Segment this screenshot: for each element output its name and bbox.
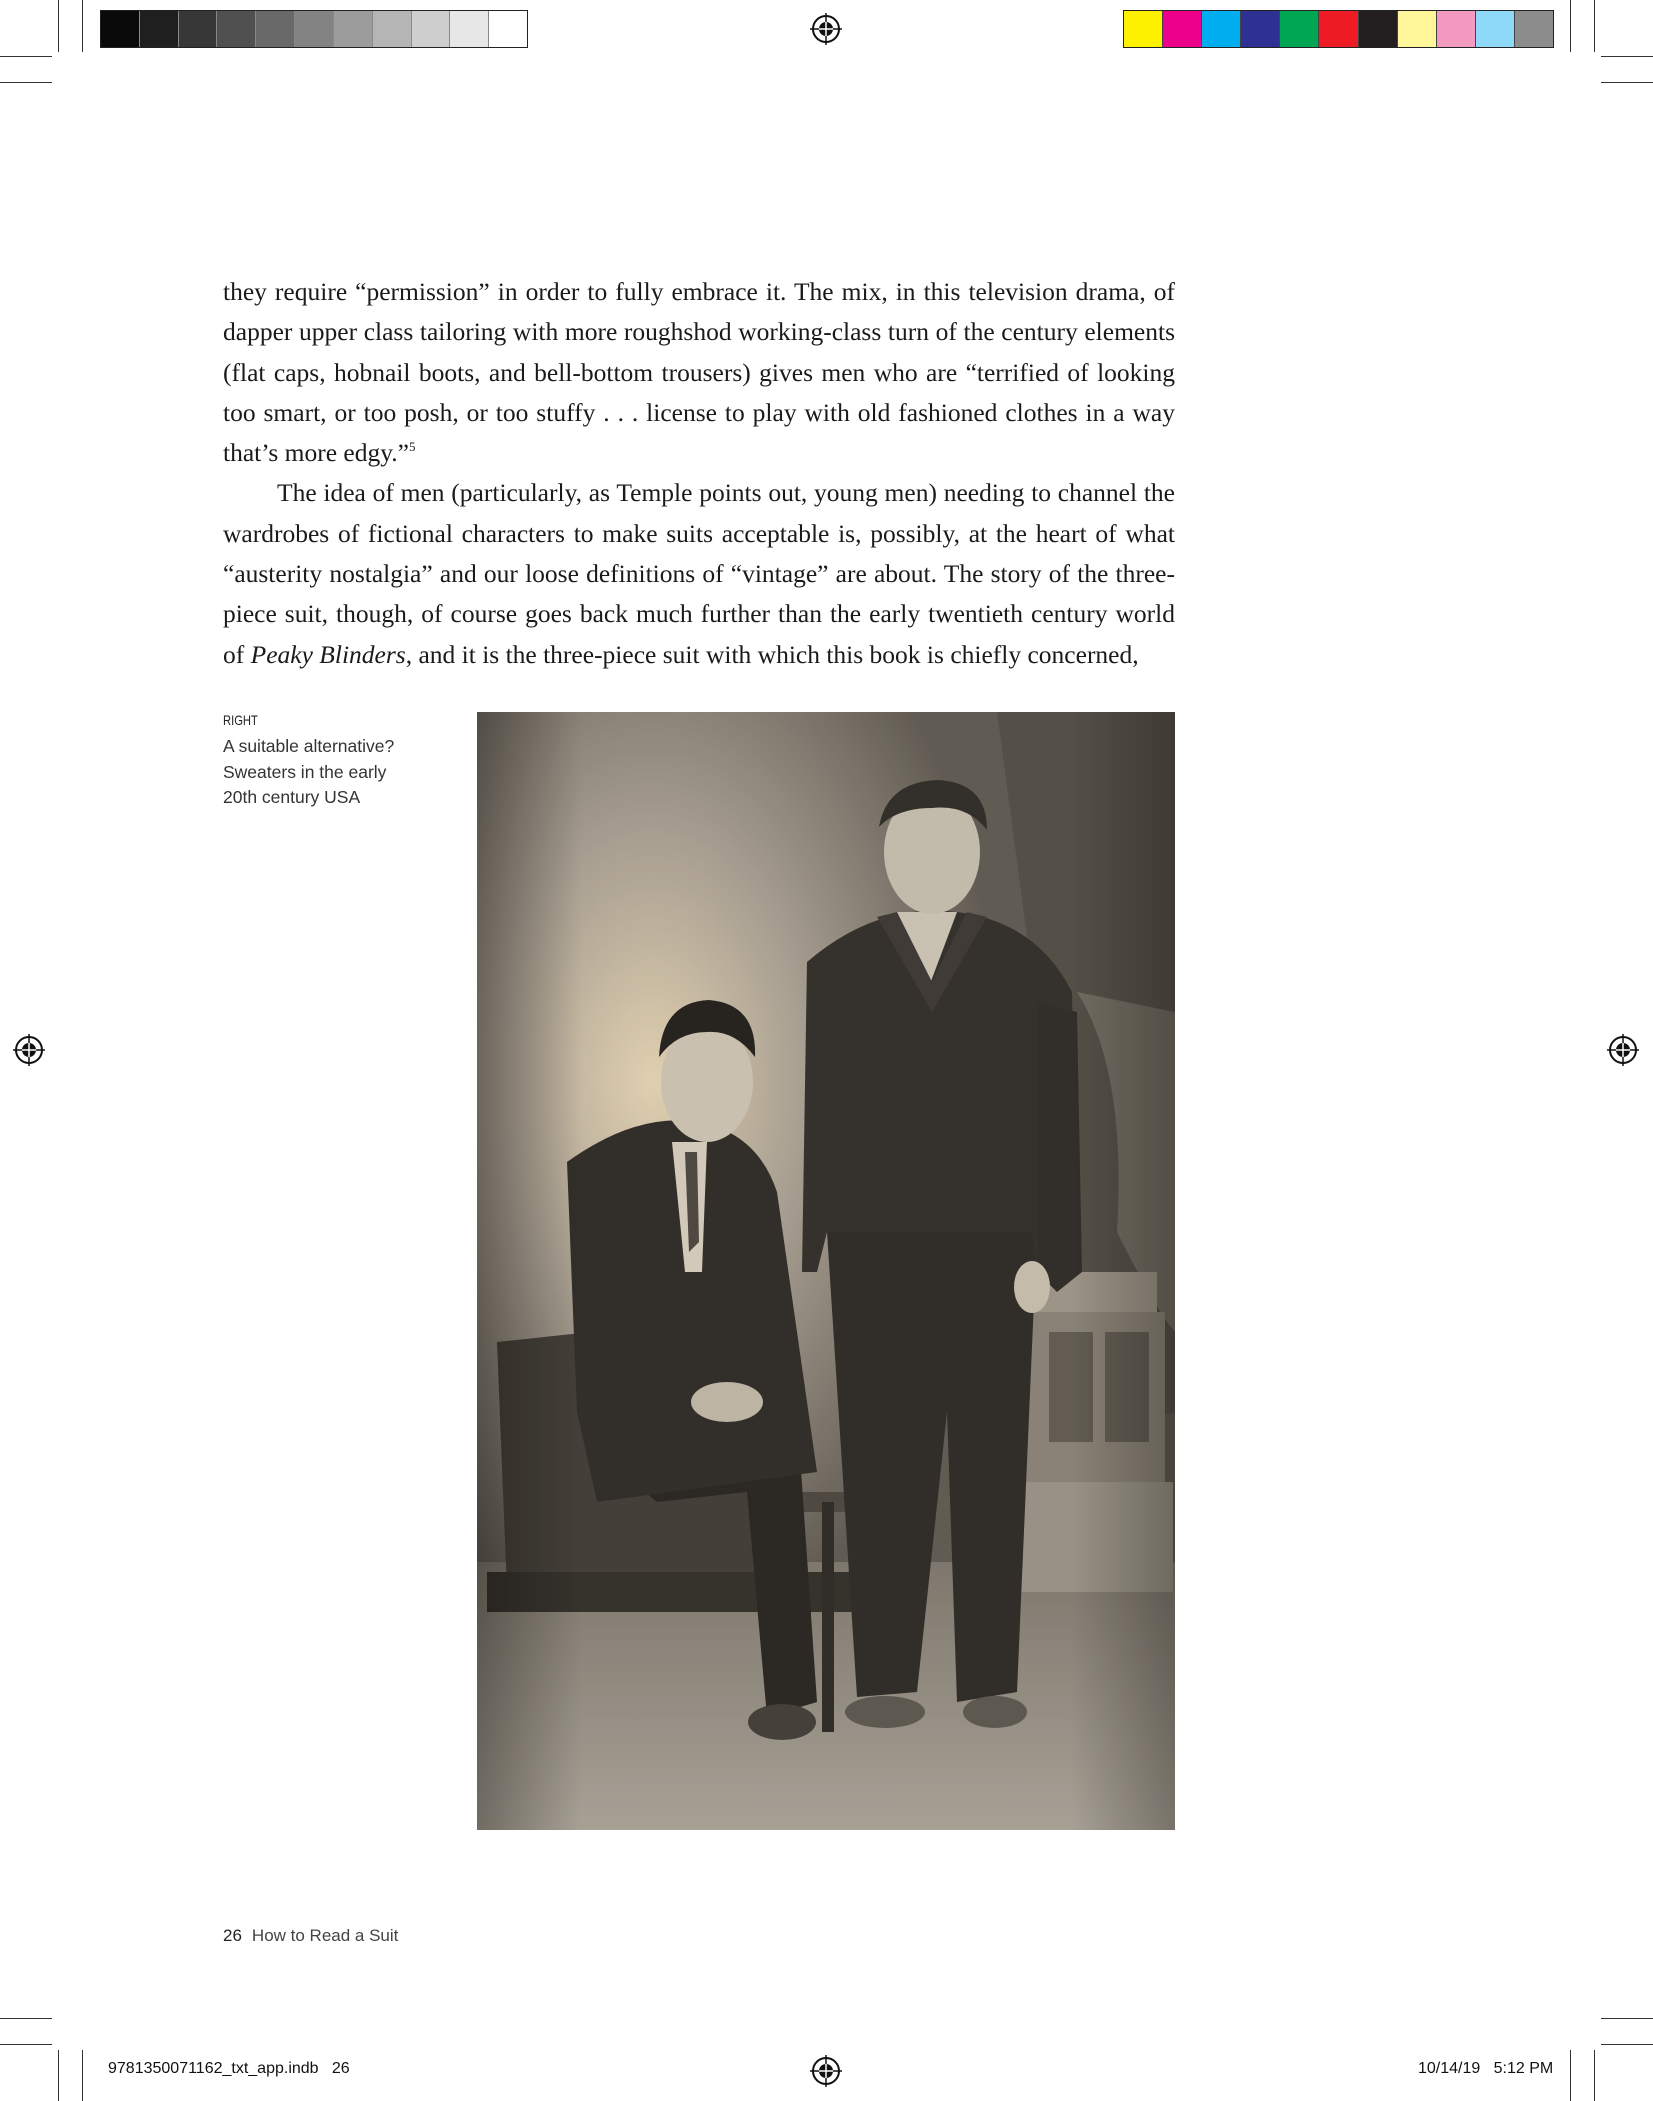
caption-text: A suitable alternative? Sweaters in the early 20th century USA: [223, 736, 395, 807]
crop-mark: [1594, 2050, 1595, 2101]
registration-mark-icon: [13, 1034, 45, 1066]
color-swatch: [1437, 11, 1476, 47]
gray-swatch: [256, 11, 295, 47]
color-swatch: [1124, 11, 1163, 47]
gray-swatch: [450, 11, 489, 47]
color-swatch: [1476, 11, 1515, 47]
italic-title: Peaky Blinders: [250, 639, 406, 669]
crop-mark: [0, 2044, 52, 2045]
slug-file-info: 9781350071162_txt_app.indb 26: [108, 2060, 350, 2077]
caption-label: RIGHT: [223, 712, 258, 728]
color-swatch: [1319, 11, 1358, 47]
crop-mark: [1601, 56, 1653, 57]
gray-swatch: [101, 11, 140, 47]
crop-mark: [58, 0, 59, 52]
crop-mark: [1570, 2050, 1571, 2101]
slug-datetime: 10/14/19 5:12 PM: [1418, 2060, 1554, 2077]
crop-mark: [58, 2050, 59, 2101]
color-swatch: [1202, 11, 1241, 47]
page-folio: [223, 1926, 398, 1946]
color-swatch: [1163, 11, 1202, 47]
registration-mark-icon: [810, 13, 842, 45]
body-text: [223, 272, 1175, 675]
crop-mark: [0, 2018, 52, 2019]
endnote-ref: 5: [409, 439, 416, 455]
paragraph-1: [223, 272, 1175, 473]
crop-mark: [1601, 82, 1653, 83]
registration-mark-icon: [810, 2055, 842, 2087]
paragraph-2: [223, 473, 1175, 674]
crop-mark: [1570, 0, 1571, 52]
color-swatch: [1280, 11, 1319, 47]
gray-swatch: [140, 11, 179, 47]
crop-mark: [1594, 0, 1595, 52]
color-swatch: [1515, 11, 1553, 47]
paragraph-1-text: they require “permission” in order to fully embrace it. The mix, in this television drama, of dapper upper class tailoring with more roughshod working-class turn of the century elements (flat caps, hobnail boots, and bell-bottom trousers) gives men who are “terrified of looking too smart, or too posh, or too stuffy . . . license to play with old fashioned clothes in a way that’s more edgy.”: [223, 277, 1175, 468]
gray-swatch: [412, 11, 451, 47]
figure-caption: [223, 712, 423, 811]
process-color-bar: [1123, 10, 1554, 48]
crop-mark: [1601, 2044, 1653, 2045]
gray-swatch: [334, 11, 373, 47]
crop-mark: [82, 2050, 83, 2101]
gray-swatch: [217, 11, 256, 47]
paragraph-2-text-a: The idea of men (particularly, as Temple points out, young men) needing to channel the wardrobes of fictional characters to make suits acceptable is, possibly, at the heart of what “austerity nostalgia” and our loose definitions of “vintage” are about. The story of the three-piece suit, though, of course goes back much further than the early twentieth century world of: [223, 478, 1175, 669]
gray-swatch: [295, 11, 334, 47]
crop-mark: [0, 82, 52, 83]
grayscale-color-bar: [100, 10, 528, 48]
crop-mark: [1601, 2018, 1653, 2019]
gray-swatch: [373, 11, 412, 47]
crop-mark: [82, 0, 83, 52]
registration-mark-icon: [1607, 1034, 1639, 1066]
running-head: How to Read a Suit: [251, 1926, 399, 1945]
color-swatch: [1359, 11, 1398, 47]
crop-mark: [0, 56, 52, 57]
color-swatch: [1398, 11, 1437, 47]
color-swatch: [1241, 11, 1280, 47]
vintage-photograph: [477, 712, 1175, 1830]
gray-swatch: [179, 11, 218, 47]
paragraph-2-text-b: , and it is the three-piece suit with which this book is chiefly concerned,: [405, 639, 1139, 669]
page-number: 26: [223, 1926, 242, 1945]
gray-swatch: [489, 11, 527, 47]
photograph-image: [477, 712, 1175, 1830]
